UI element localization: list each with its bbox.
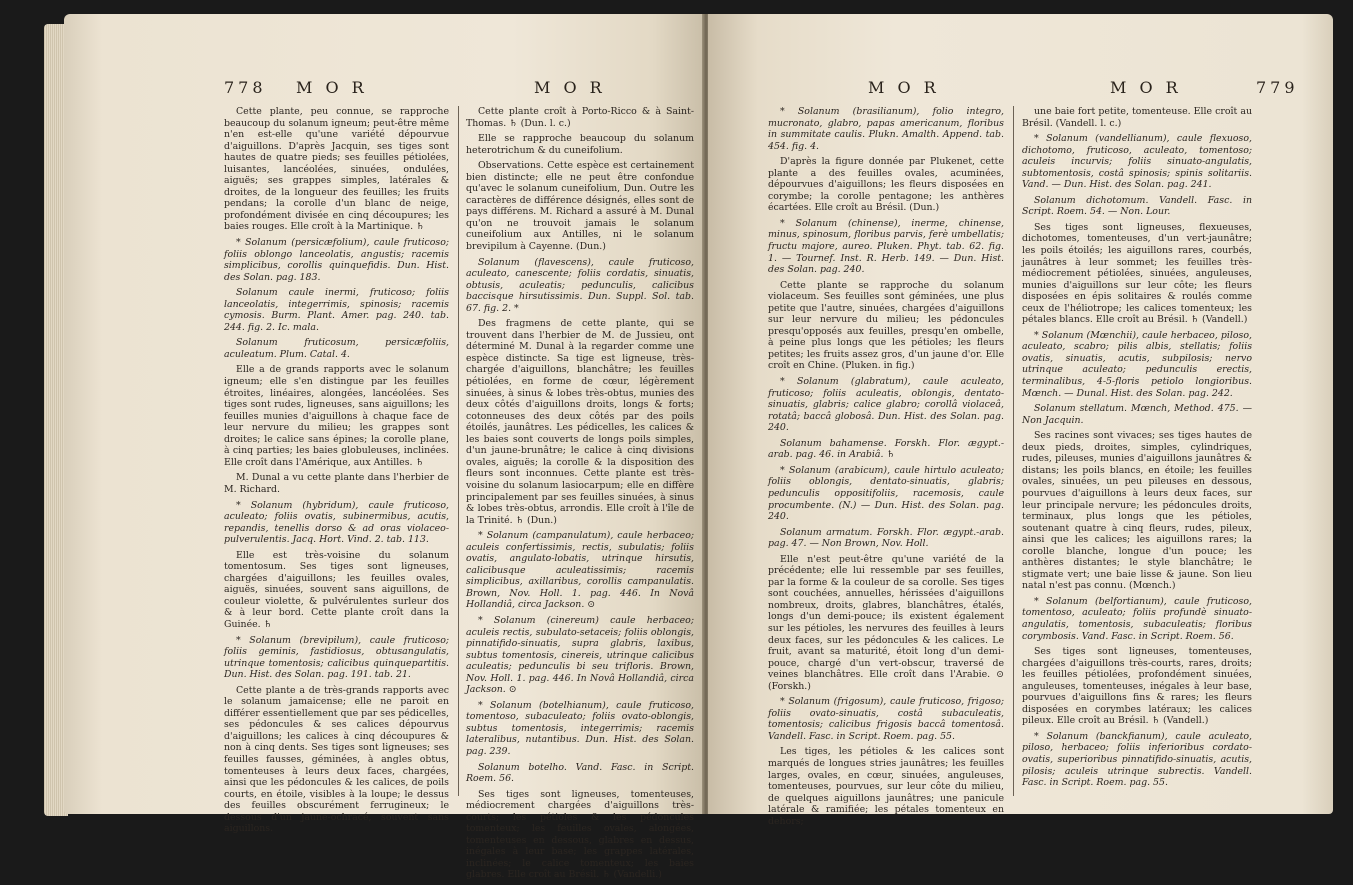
left-page xyxy=(64,14,704,881)
synonym: Solanum armatum. Forskh. Flor. ægypt.-arab. pag. 47. — Non Brown, Nov. Holl. xyxy=(768,526,1004,550)
paragraph: Elle n'est peut-être qu'une variété de la précédente; elle lui ressemble par ses feuilles, par la forme & la couleur de sa corolle. Ses tiges sont couchées, annuelles, hérissées d'aiguillons nombreux, droits, glabres, blanchâtres, étalés, longs d'un demi-pouce; ils existent également sur les pétioles, les nervures des feuilles à leurs deux faces, sur les pédoncules & les calices. Le fruit, avant sa maturité, étoit long d'un demi-pouce, chargé d'un vert-obscur, traversé de veines blanchâtres. Elle croît dans l'Arabie. ⊙ (Forskh.) xyxy=(768,553,1004,692)
synonym: Solanum caule inermi, fruticoso; foliis lanceolatis, integerrimis, spinosis; racemis cymosis. Burm. Plant. Amer. pag. 240. tab. 244. fig. 2. Ic. mala. xyxy=(224,287,449,333)
paragraph: Cette plante croît à Porto-Ricco & à Saint-Thomas. ♄ (Dun. l. c.) xyxy=(466,106,694,129)
column-rule xyxy=(458,106,459,796)
paragraph: Elle est très-voisine du solanum tomentosum. Ses tiges sont ligneuses, chargées d'aiguillons; les feuilles ovales, aiguës, sinuées, souvent sans aiguillons, de couleur violette, & pulvérulentes surleur dos & à leur bord. Cette plante croît dans la Guinée. ♄ xyxy=(224,549,449,630)
right-column-1 xyxy=(768,106,1004,831)
right-running-head: M O R xyxy=(868,78,940,97)
species-entry: * Solanum (botelhianum), caule fruticoso, tomentoso, subaculeato; foliis ovato-oblongis, subtus tomentosis, integerrimis; racemis lateralibus, nutantibus. Dun. Hist. des Solan. pag. 239. xyxy=(466,699,694,757)
paragraph: Cette plante se rapproche du solanum violaceum. Ses feuilles sont géminées, une plus petite que l'autre, sinuées, chargées d'aiguillons sur leur nervure du milieu; les pédoncules presqu'opposés aux feuilles, presqu'en ombelle, à peine plus longs que les pétioles; les fleurs petites; les fruits assez gros, d'un jaune d'or. Elle croît en Chine. (Pluken. in fig.) xyxy=(768,279,1004,372)
synonym: Solanum bahamense. Forskh. Flor. ægypt.-arab. pag. 46. in Arabiâ. ♄ xyxy=(768,437,1004,461)
right-running-head-2: M O R xyxy=(1110,78,1182,97)
right-column-2 xyxy=(1022,106,1252,793)
paragraph: M. Dunal a vu cette plante dans l'herbier de M. Richard. xyxy=(224,472,449,495)
left-column-1 xyxy=(224,106,449,839)
species-entry: * Solanum (vandellianum), caule flexuoso, dichotomo, fruticoso, aculeato, tomentoso; aculeis incurvis; foliis sinuato-angulatis, subtomentosis, costâ spinosis; spinis solitariis. Vand. — Dun. Hist. des Solan. pag. 241. xyxy=(1022,133,1252,191)
synonym: Solanum fruticosum, persicæfoliis, aculeatum. Plum. Catal. 4. xyxy=(224,337,449,360)
species-entry: * Solanum (hybridum), caule fruticoso, aculeato; foliis ovatis, subinermibus, acutis, repandis, tenellis dorso & ad oras violaceo-pulverulentis. Jacq. Hort. Vind. 2. tab. 113. xyxy=(224,499,449,546)
species-entry: * Solanum (Mœnchii), caule herbaceo, piloso, aculeato, scabro; pilis albis, stellatis; foliis ovatis, sinuatis, acutis, subpilosis; nervo utrinque aculeato; pedunculis erectis, terminalibus, 4-5-floris petiolo longioribus. Mœnch. — Dunal. Hist. des Solan. pag. 242. xyxy=(1022,329,1252,399)
synonym: Solanum botelho. Vand. Fasc. in Script. Roem. 56. xyxy=(466,761,694,785)
left-running-head: M O R xyxy=(296,78,368,97)
column-rule xyxy=(1013,106,1014,796)
species-entry: * Solanum (brasilianum), folio integro, mucronato, glabro, papas americanum, floribus in summitate caulis. Plukn. Amalth. Append. tab. 454. fig. 4. xyxy=(768,106,1004,152)
species-entry: * Solanum (banckfianum), caule aculeato, piloso, herbaceo; foliis inferioribus cordato-ovatis, superioribus pinnatifido-sinuatis, acutis, pilosis; aculeis utrinque subrectis. Vandell. Fasc. in Script. Roem. pag. 55. xyxy=(1022,730,1252,789)
synonym: Solanum stellatum. Mœnch, Method. 475. — Non Jacquin. xyxy=(1022,403,1252,426)
paragraph: Observations. Cette espèce est certainement bien distincte; elle ne peut être confondue qu'avec le solanum cuneifolium, Dun. Outre les caractères de différence désignés, elles sont de pays différens. M. Richard a assuré à M. Dunal qu'on ne trouvoit jamais le solanum cuneifolium aux Antilles, ni le solanum brevipilum à Cayenne. (Dun.) xyxy=(466,160,694,253)
paragraph: D'après la figure donnée par Plukenet, cette plante a des feuilles ovales, acuminées, dépourvues d'aiguillons; les fleurs disposées en corymbe; la corolle pentagone; les anthères écartées. Elle croît au Brésil. (Dun.) xyxy=(768,156,1004,214)
paragraph: Les tiges, les pétioles & les calices sont marqués de longues stries jaunâtres; les feuilles larges, ovales, en cœur, sinuées, anguleuses, tomenteuses, pourvues, sur leur côte du milieu, de quelques aiguillons jaunâtres; une panicule latérale & ramifiée; les pétales tomenteux en dehors; xyxy=(768,746,1004,827)
right-page xyxy=(708,14,1333,827)
species-entry: Solanum (flavescens), caule fruticoso, aculeato, canescente; foliis cordatis, sinuatis, obtusis, aculeatis; pedunculis, calicibus baccisque hirsutissimis. Dun. Suppl. Sol. tab. 67. fig. 2. * xyxy=(466,256,694,314)
open-book xyxy=(40,14,1340,881)
species-entry: * Solanum (belfortianum), caule fruticoso, tomentoso, aculeato; foliis profundè sinuato-angulatis, tomentosis, subaculeatis; floribus corymbosis. Vand. Fasc. in Script. Roem. 56. xyxy=(1022,595,1252,642)
species-entry: * Solanum (campanulatum), caule herbaceo; aculeis confertissimis, rectis, subulatis; foliis ovatis, angulato-lobatis, utrinque hirsutis, calicibusque aculeatissimis; racemis simplicibus, axillaribus, corollis campanulatis. Brown, Nov. Holl. 1. pag. 446. In Novâ Hollandiâ, circa Jackson. ⊙ xyxy=(466,530,694,611)
species-entry: * Solanum (arabicum), caule hirtulo aculeato; foliis oblongis, dentato-sinuatis, glabris; pedunculis oppositifoliis, racemosis, caule procumbente. (N.) — Dun. Hist. des Solan. pag. 240. xyxy=(768,464,1004,523)
left-column-2 xyxy=(466,106,694,885)
paragraph: une baie fort petite, tomenteuse. Elle croît au Brésil. (Vandell. l. c.) xyxy=(1022,106,1252,129)
species-entry: * Solanum (brevipilum), caule fruticoso; foliis geminis, fastidiosus, obtusangulatis, utrinque tomentosis; calicibus quinquepartitis. Dun. Hist. des Solan. pag. 191. tab. 21. xyxy=(224,634,449,681)
species-entry: * Solanum (cinereum) caule herbaceo; aculeis rectis, subulato-setaceis; foliis oblongis, pinnatifido-sinuatis, supra glabris, laxibus, subtus tomentosis, cinereis, utrinque calicibus aculeatis; pedunculis bi seu trifloris. Brown, Nov. Holl. 1. pag. 446. In Novâ Hollandiâ, circa Jackson. ⊙ xyxy=(466,614,694,696)
paragraph: Ses tiges sont ligneuses, flexueuses, dichotomes, tomenteuses, d'un vert-jaunâtre; les poils étoilés; les aiguillons rares, courbés, jaunâtres à leur sommet; les feuilles très-médiocrement pétiolées, sinuées, anguleuses, munies d'aiguillons sur leur côte; les fleurs disposées en épis solitaires & roulés comme ceux de l'héliotrope; les calices tomenteux; les pétales blancs. Elle croît au Brésil. ♄ (Vandell.) xyxy=(1022,221,1252,326)
paragraph: Cette plante a de très-grands rapports avec le solanum jamaicense; elle ne paroit en différer essentiellement que par ses pédicelles, ses pédoncules & ses calices dépourvus d'aiguillons; les calices à cinq découpures & non à cinq dents. Ses tiges sont ligneuses; ses feuilles fausses, géminées, à angles obtus, tomenteuses à leurs deux faces, chargées, ainsi que les pédoncules & les calices, de poils courts, en étoile, visibles à la loupe; le dessus des feuilles obscurément ferrugineux; le dessous d'un jaune-ochracé, souvent sans aiguillons. xyxy=(224,684,449,835)
left-page-number: 778 xyxy=(224,78,267,97)
paragraph: Elle se rapproche beaucoup du solanum heterotrichum & du cuneifolium. xyxy=(466,133,694,156)
species-entry: * Solanum (frigosum), caule fruticoso, frigoso; foliis ovato-sinuatis, costâ subaculeatis, tomentosis; calicibus frigosis baccâ tomentosâ. Vandell. Fasc. in Script. Roem. pag. 55. xyxy=(768,696,1004,742)
paragraph: Ses tiges sont ligneuses, tomenteuses, chargées d'aiguillons très-courts, rares, droits; les feuilles pétiolées, profondément sinuées, anguleuses, tomenteuses, inégales à leur base, pourvues d'aiguillons fins & rares; les fleurs disposées en corymbes latéraux; les calices pileux. Elle croît au Brésil. ♄ (Vandell.) xyxy=(1022,646,1252,727)
species-entry: * Solanum (persicæfolium), caule fruticoso; foliis oblongo lanceolatis, angustis; racemis simplicibus, corollis quinquefidis. Dun. Hist. des Solan. pag. 183. xyxy=(224,237,449,283)
paragraph: Des fragmens de cette plante, qui se trouvent dans l'herbier de M. de Jussieu, ont déterminé M. Dunal à la regarder comme une espèce distincte. Sa tige est ligneuse, très-chargée d'aiguillons, blanchâtre; les feuilles pétiolées, en forme de cœur, légèrement sinuées, à sinus & lobes très-obtus, munies des deux côtés d'aiguillons droits, longs & forts; cotonneuses des deux côtés par des poils étoilés, jaunâtres. Les pédicelles, les calices & les baies sont couverts de longs poils simples, d'un jaune-brunâtre; le calice à cinq divisions ovales, aiguës; la corolle & la disposition des fleurs sont inconnues. Cette plante est très-voisine du solanum lasiocarpum; elle en diffère principalement par ses feuilles sinuées, à sinus & lobes très-obtus, arrondis. Elle croît à l'île de la Trinité. ♄ (Dun.) xyxy=(466,318,694,526)
left-running-head-2: M O R xyxy=(534,78,606,97)
species-entry: * Solanum (chinense), inerme, chinense, minus, spinosum, floribus parvis, ferè umbellatis; fructu majore, aureo. Pluken. Phyt. tab. 62. fig. 1. — Tournef. Inst. R. Herb. 149. — Dun. Hist. des Solan. pag. 240. xyxy=(768,217,1004,276)
synonym: Solanum dichotomum. Vandell. Fasc. in Script. Roem. 54. — Non. Lour. xyxy=(1022,194,1252,218)
paragraph: Ses racines sont vivaces; ses tiges hautes de deux pieds, droites, simples, cylindriques, rudes, pileuses, munies d'aiguillons jaunâtres & distans; les poils blancs, en étoile; les feuilles ovales, sinuées, un peu pileuses en dessous, pourvues d'aiguillons à leurs deux faces, sur leur principale nervure; les pédoncules droits, terminaux, plus longs que les pétioles, soutenant quatre à cinq fleurs, rudes, pileux, ainsi que les calices; les aiguillons rares; la corolle blanche, longue d'un pouce; les anthères distantes; le style blanchâtre; le stigmate vert; une baie lisse & jaune. Son lieu natal n'est pas connu. (Mœnch.) xyxy=(1022,430,1252,592)
paragraph: Elle a de grands rapports avec le solanum igneum; elle s'en distingue par les feuilles étroites, linéaires, alongées, lancéolées. Ses tiges sont rudes, ligneuses, sans aiguillons; les feuilles munies d'aiguillons à chaque face de leur nervure du milieu; les grappes sont droites; le calice sans épines; la corolle plane, à cinq parties; les baies globuleuses, inclinées. Elle croît dans l'Amérique, aux Antilles. ♄ xyxy=(224,364,449,468)
species-entry: * Solanum (glabratum), caule aculeato, fruticoso; foliis aculeatis, oblongis, dentato-sinuatis, glabris; calice glabro; corollâ violaceâ, rotatâ; baccâ globosâ. Dun. Hist. des Solan. pag. 240. xyxy=(768,376,1004,434)
paragraph: Ses tiges sont ligneuses, tomenteuses, médiocrement chargées d'aiguillons très-courts; les pétioles & les pédoncules tomenteux; les feuilles ovales, alongées, tomenteuses en dessous, glabres en dessus, inégales à leur base; les grappes latérales, inclinées; le calice tomenteux; les baies glabres. Elle croît au Brésil. ♄ (Vandelli.) xyxy=(466,788,694,881)
paragraph: Cette plante, peu connue, se rapproche beaucoup du solanum igneum; peut-être même n'en est-elle qu'une variété dépourvue d'aiguillons. D'après Jacquin, ses tiges sont hautes de quatre pieds; ses feuilles pétiolées, luisantes, lancéolées, sinuées, ondulées, aiguës; ses grappes simples, latérales & droites, de la longueur des feuilles; les fruits pendans; la corolle d'un blanc de neige, profondément divisée en cinq découpures; les baies rouges. Elle croît à la Martinique. ♄ xyxy=(224,106,449,233)
right-page-number: 779 xyxy=(1256,78,1299,97)
